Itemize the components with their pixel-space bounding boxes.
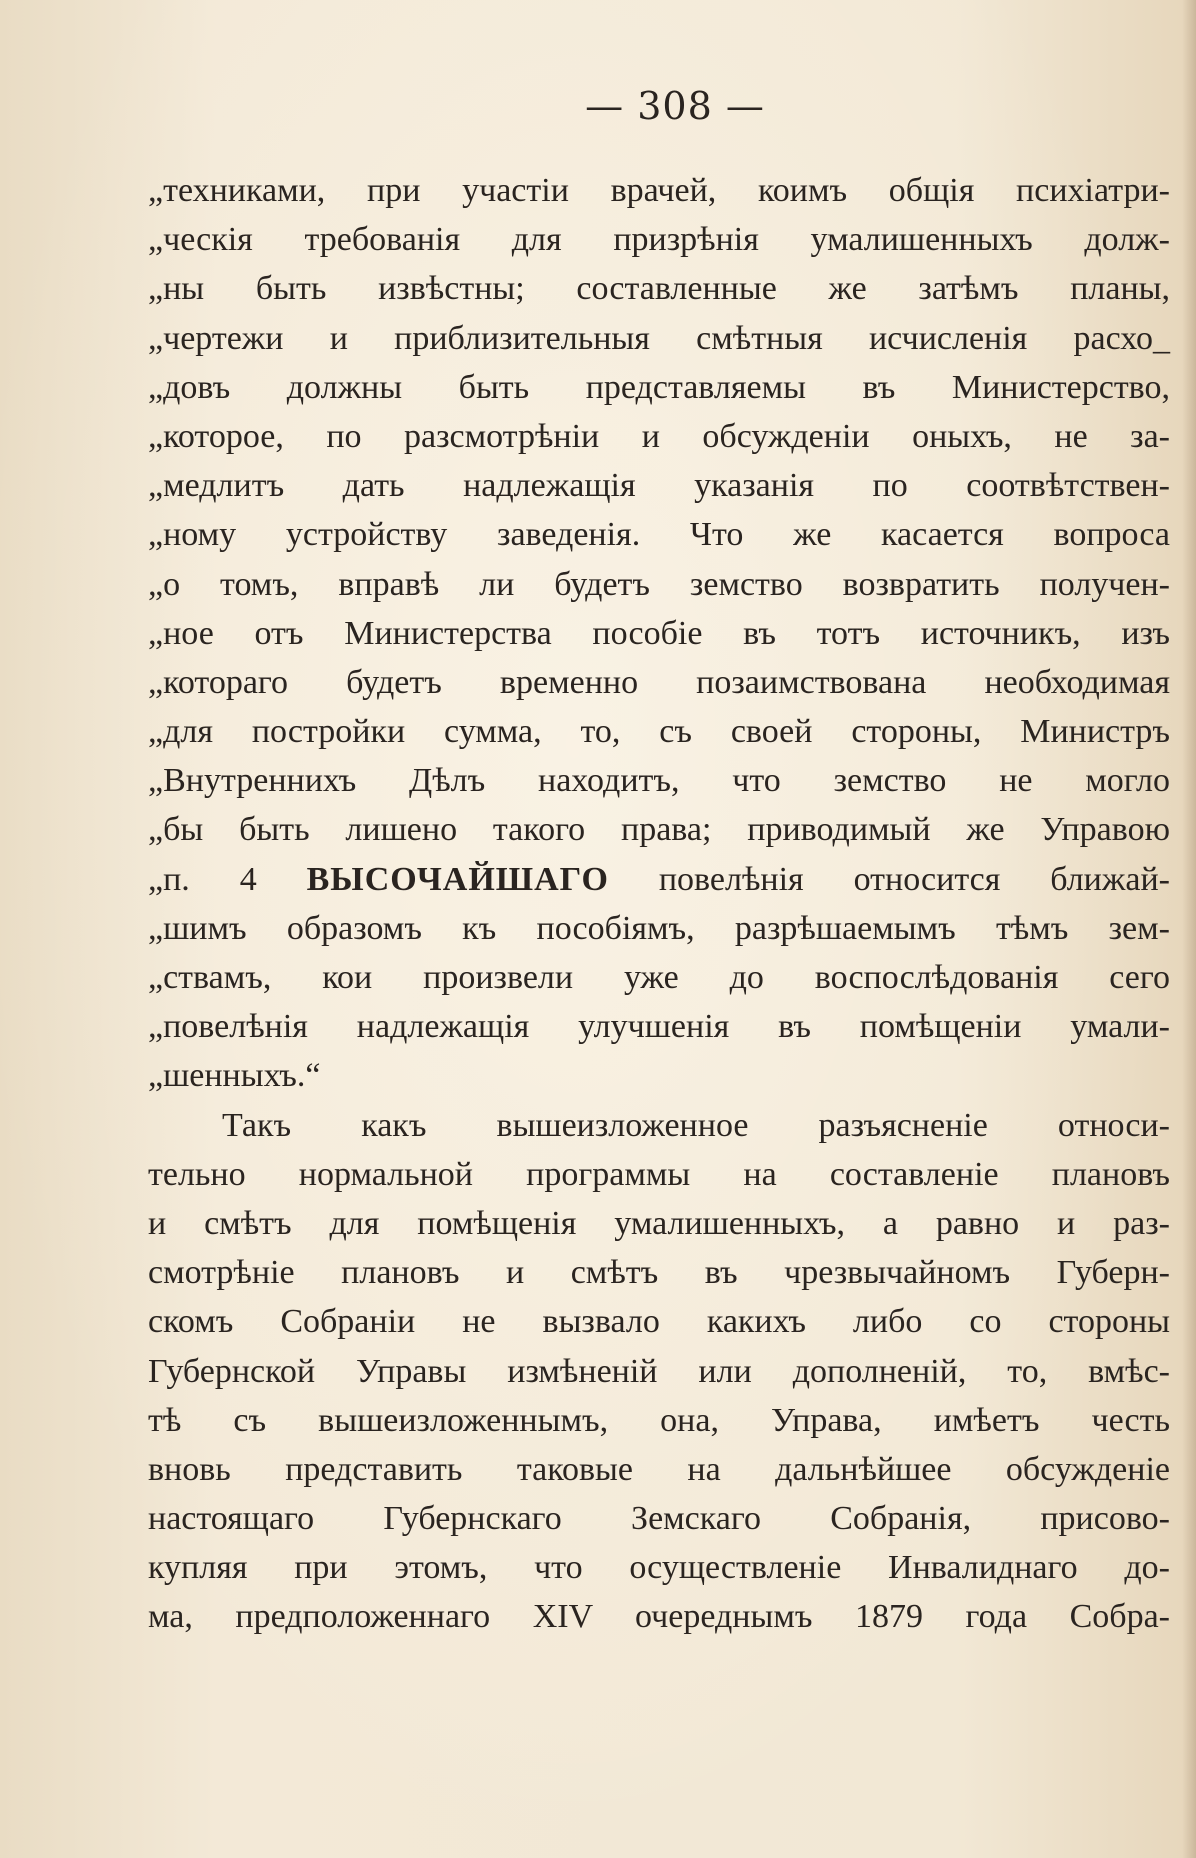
text-line: „Внутреннихъ Дѣлъ находитъ, что земство не могло bbox=[148, 762, 1170, 800]
text-line: „ное отъ Министерства пособіе въ тотъ источникъ, изъ bbox=[148, 614, 1170, 652]
text-line: „о томъ, вправѣ ли будетъ земство возвратить получен- bbox=[148, 565, 1170, 603]
text-line: купляя при этомъ, что осуществленіе Инвалиднаго до- bbox=[148, 1549, 1170, 1587]
text-line-post: повелѣнія относится ближай- bbox=[608, 860, 1170, 898]
text-line: настоящаго Губернскаго Земскаго Собранія, присово- bbox=[148, 1500, 1170, 1538]
text-line: тѣ съ вышеизложеннымъ, она, Управа, имѣетъ честь bbox=[148, 1401, 1170, 1439]
text-line: вновь представить таковые на дальнѣйшее обсужденіе bbox=[148, 1450, 1170, 1488]
text-line: „довъ должны быть представляемы въ Министерство, bbox=[148, 368, 1170, 406]
text-line: „ствамъ, кои произвели уже до воспослѣдованія сего bbox=[148, 959, 1170, 996]
emphasized-word: ВЫСОЧАЙШАГО bbox=[306, 860, 609, 898]
text-line: „чертежи и приблизительныя смѣтныя исчисленія расхо_ bbox=[148, 319, 1170, 357]
text-line: „повелѣнія надлежащія улучшенія въ помѣщеніи умали- bbox=[148, 1008, 1170, 1046]
text-line-with-emphasis bbox=[148, 855, 1170, 904]
text-line: „шимъ образомъ къ пособіямъ, разрѣшаемымъ тѣмъ зем- bbox=[148, 909, 1170, 947]
text-line: и смѣтъ для помѣщенія умалишенныхъ, а равно и раз- bbox=[148, 1204, 1170, 1242]
text-line: „которое, по разсмотрѣніи и обсужденіи оныхъ, не за- bbox=[148, 417, 1170, 455]
body-text bbox=[148, 166, 1170, 1642]
text-line: Губернской Управы измѣненій или дополненій, то, вмѣс- bbox=[148, 1352, 1170, 1390]
paragraph-first-line: Такъ какъ вышеизложенное разъясненіе относи- bbox=[222, 1106, 1170, 1144]
page-number: — 308 — bbox=[585, 84, 765, 128]
text-line: скомъ Собраніи не вызвало какихъ либо со стороны bbox=[148, 1303, 1170, 1341]
page-spine-shadow bbox=[1182, 0, 1196, 1858]
text-line: смотрѣніе плановъ и смѣтъ въ чрезвычайномъ Губерн- bbox=[148, 1254, 1170, 1292]
text-line: „ны быть извѣстны; составленные же затѣмъ планы, bbox=[148, 270, 1170, 308]
text-line-pre: „п. 4 bbox=[148, 860, 307, 898]
text-line: „ческія требованія для призрѣнія умалишенныхъ долж- bbox=[148, 221, 1170, 259]
text-line: „ному устройству заведенія. Что же касается вопроса bbox=[148, 516, 1170, 554]
text-line: тельно нормальной программы на составленіе плановъ bbox=[148, 1155, 1170, 1193]
text-line: „для постройки сумма, то, съ своей стороны, Министръ bbox=[148, 713, 1170, 751]
text-line: „шенныхъ.“ bbox=[148, 1057, 321, 1095]
text-line: „бы быть лишено такого права; приводимый же Управою bbox=[148, 811, 1170, 849]
text-line: ма, предположеннаго XIV очереднымъ 1879 года Собра- bbox=[148, 1598, 1170, 1636]
text-line: „техниками, при участіи врачей, коимъ общія психіатри- bbox=[148, 172, 1170, 209]
text-line: „медлитъ дать надлежащія указанія по соотвѣтствен- bbox=[148, 467, 1170, 505]
text-line: „котораго будетъ временно позаимствована необходимая bbox=[148, 663, 1170, 701]
